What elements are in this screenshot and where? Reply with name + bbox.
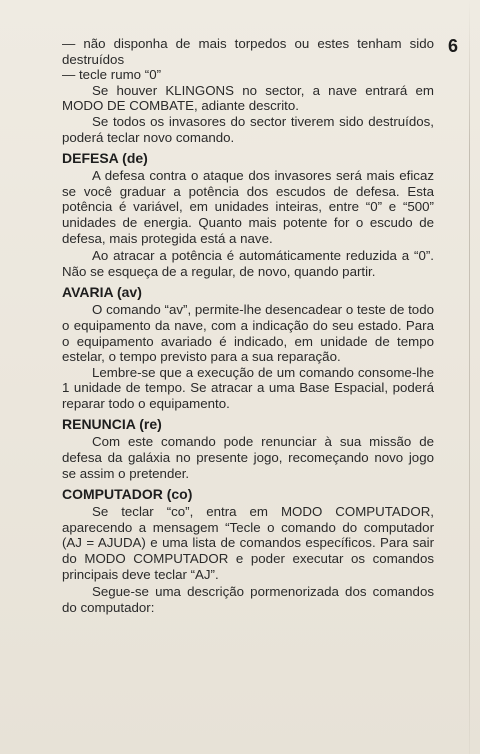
section-heading-computador: COMPUTADOR (co) xyxy=(62,486,193,503)
intro-line: — não disponha de mais torpedos ou estes tenham sido destruídos xyxy=(62,36,434,67)
renuncia-paragraph: Com este comando pode renunciar à sua missão de defesa da galáxia no presente jogo, recomeçando novo jogo se assim o pretender. xyxy=(62,434,434,481)
computador-paragraph: Se teclar “co”, entra em MODO COMPUTADOR, aparecendo a mensagem “Tecle o comando do computador (AJ = AJUDA) e uma lista de comandos específicos. Para sair do MODO COMPUTADOR e poder executar os comandos principais deve teclar “AJ”. xyxy=(62,504,434,582)
page-edge-line xyxy=(469,0,470,754)
section-heading-defesa: DEFESA (de) xyxy=(62,150,148,167)
defesa-paragraph: Ao atracar a potência é automáticamente reduzida a “0”. Não se esqueça de a regular, de novo, quando partir. xyxy=(62,248,434,279)
section-heading-avaria: AVARIA (av) xyxy=(62,284,142,301)
defesa-paragraph: A defesa contra o ataque dos invasores será mais eficaz se você graduar a potência dos escudos de defesa. Esta potência é variável, em unidades inteiras, entre “0” e “500” unidades de energia. Quanto mais potente for o escudo de defesa, mais protegida está a nave. xyxy=(62,168,434,246)
intro-line: — tecle rumo “0” xyxy=(62,67,162,83)
intro-paragraph: Se todos os invasores do sector tiverem sido destruídos, poderá teclar novo comando. xyxy=(62,113,434,145)
page-number: 6 xyxy=(447,36,458,56)
avaria-paragraph: O comando “av”, permite-lhe desencadear o teste de todo o equipamento da nave, com a indicação do seu estado. Para o equipamento avariado é indicado, em unidade de tempo estelar, o tempo previsto para a sua reparação. xyxy=(62,302,434,365)
computador-paragraph: Segue-se uma descrição pormenorizada dos comandos do computador: xyxy=(62,584,434,615)
page-content xyxy=(62,36,434,615)
avaria-paragraph: Lembre-se que a execução de um comando consome-lhe 1 unidade de tempo. Se atracar a uma Base Espacial, poderá reparar todo o equipamento. xyxy=(62,364,434,411)
section-heading-renuncia: RENUNCIA (re) xyxy=(62,416,162,433)
intro-paragraph: Se houver KLINGONS no sector, a nave entrará em MODO DE COMBATE, adiante descrito. xyxy=(62,82,434,114)
